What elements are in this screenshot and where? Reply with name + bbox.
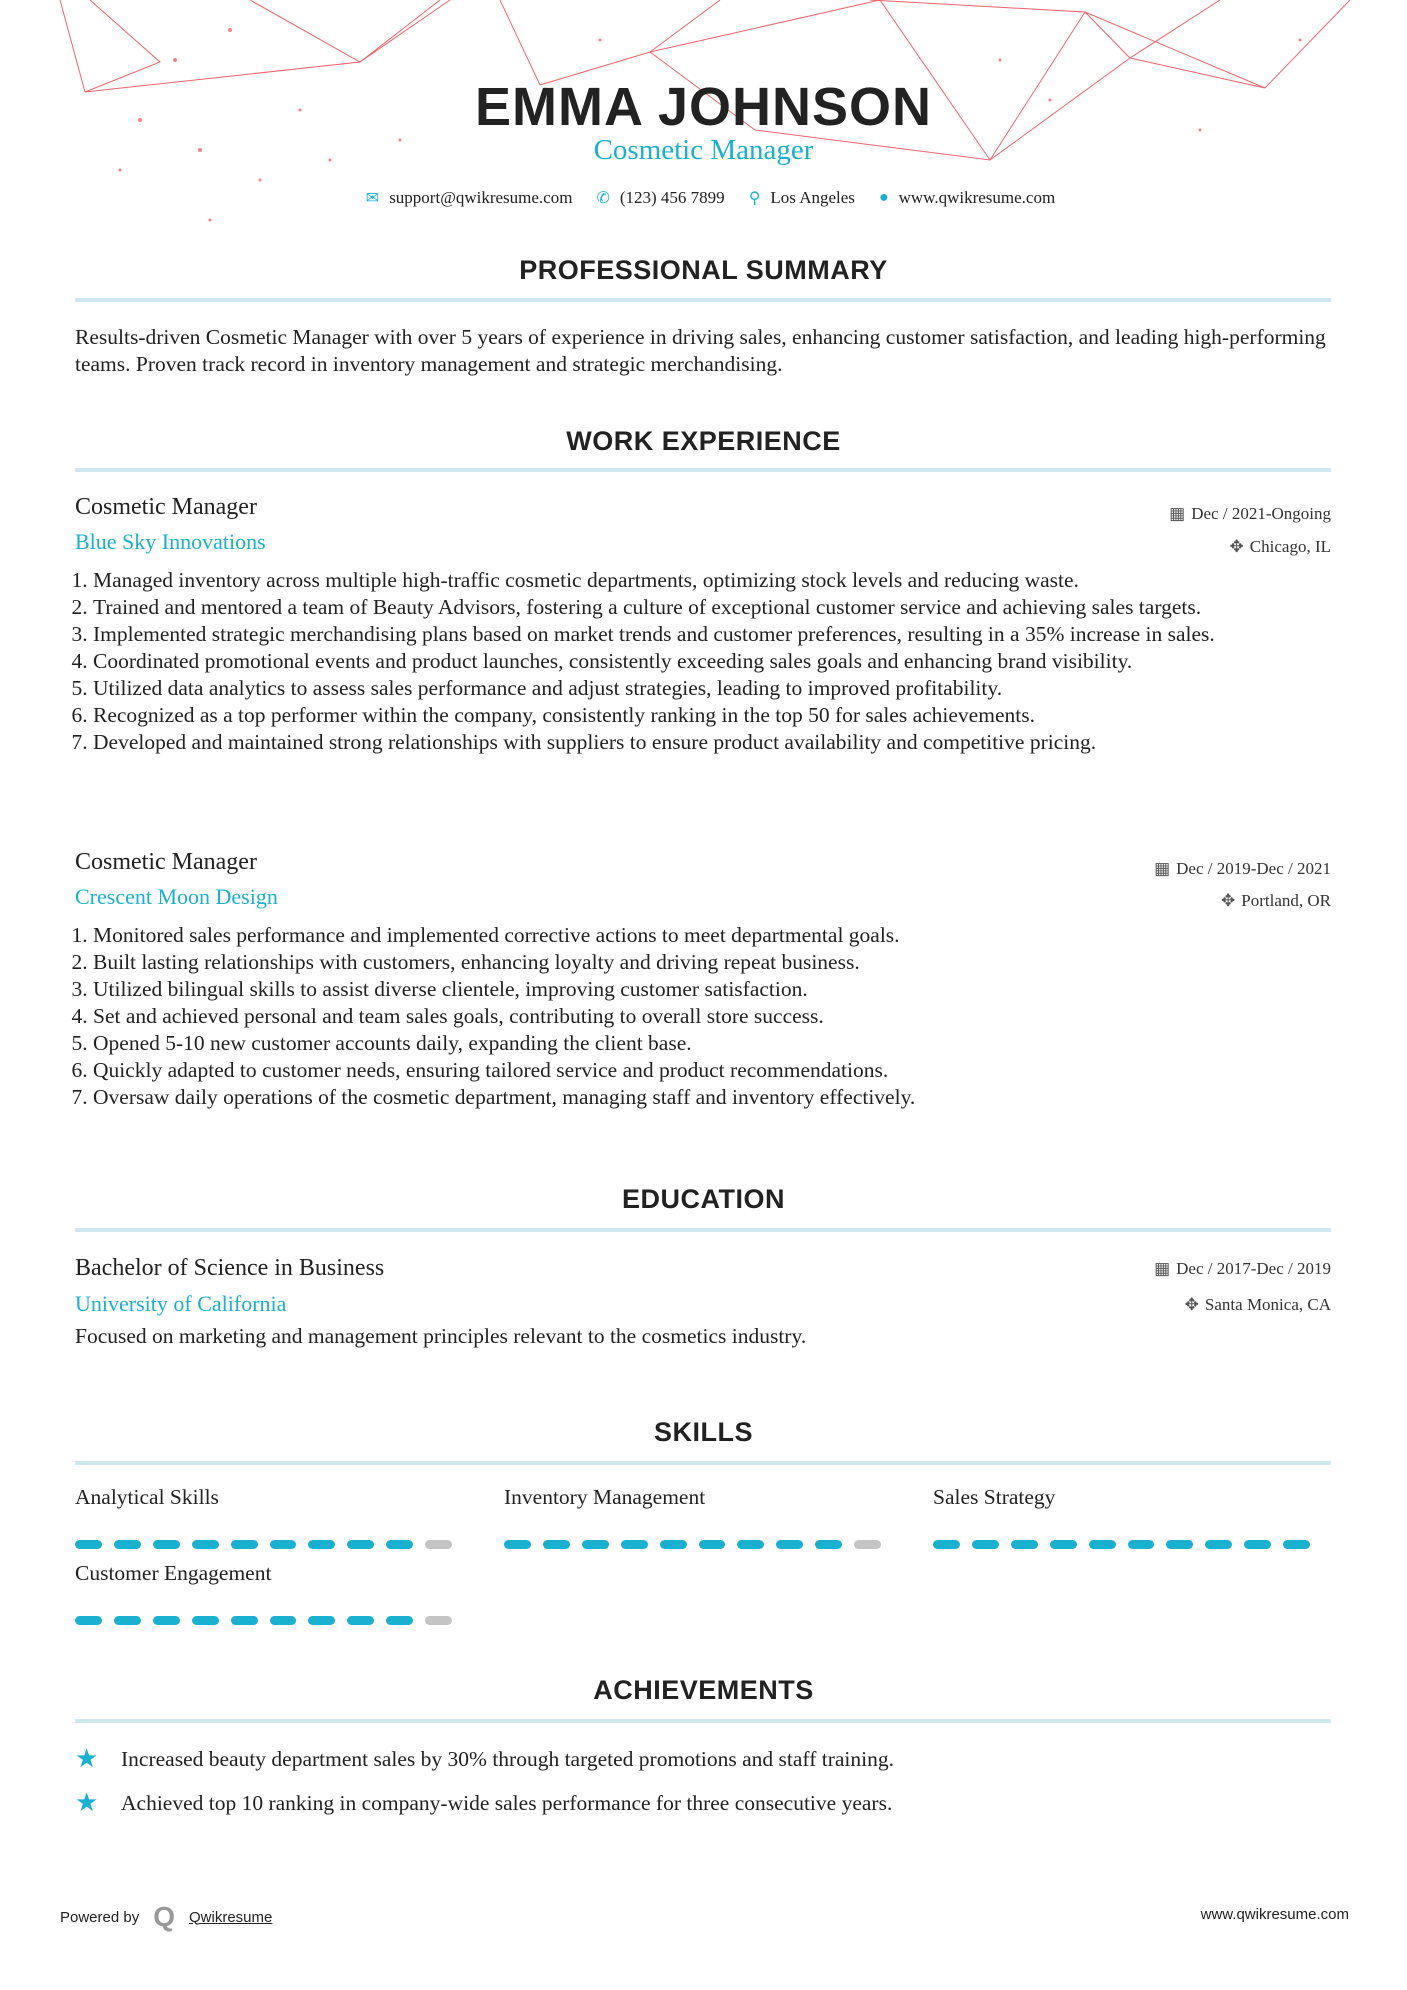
bullet: 1. Monitored sales performance and implemented corrective actions to meet departmental goals. bbox=[93, 922, 1331, 949]
job-title: Cosmetic Manager bbox=[75, 849, 257, 875]
skill-segment-filled bbox=[114, 1616, 141, 1625]
calendar-icon: ▦ bbox=[1154, 1259, 1171, 1278]
skill-segment-filled bbox=[972, 1540, 999, 1549]
bullet: 7. Developed and maintained strong relationships with suppliers to ensure product availability and competitive pricing. bbox=[93, 729, 1331, 756]
skill-segment-filled bbox=[815, 1540, 842, 1549]
achievements-heading: ACHIEVEMENTS bbox=[593, 1675, 814, 1705]
qwikresume-link[interactable]: Qwikresume bbox=[189, 1908, 273, 1926]
bullet: 5. Utilized data analytics to assess sales performance and adjust strategies, leading to improved profitability. bbox=[93, 675, 1331, 702]
bullet: 3. Implemented strategic merchandising plans based on market trends and customer preferences, resulting in a 35% increase in sales. bbox=[93, 621, 1331, 648]
bullet: 7. Oversaw daily operations of the cosmetic department, managing staff and inventory effectively. bbox=[93, 1084, 1331, 1111]
skill-segment-filled bbox=[192, 1616, 219, 1625]
company-name: Crescent Moon Design bbox=[75, 884, 278, 909]
divider bbox=[75, 298, 1331, 302]
skill-segment-filled bbox=[386, 1540, 413, 1549]
bullet: 5. Opened 5-10 new customer accounts daily, expanding the client base. bbox=[93, 1030, 1331, 1057]
map-pin-icon: ⚲ bbox=[748, 190, 761, 207]
footer-url[interactable]: www.qwikresume.com bbox=[1200, 1906, 1349, 1923]
bullet: 4. Set and achieved personal and team sales goals, contributing to overall store success. bbox=[93, 1003, 1331, 1030]
education-heading: EDUCATION bbox=[622, 1184, 785, 1214]
skill-segment-filled bbox=[776, 1540, 803, 1549]
candidate-name: EMMA JOHNSON bbox=[474, 77, 933, 137]
skills-heading: SKILLS bbox=[653, 1417, 753, 1447]
candidate-title: Cosmetic Manager bbox=[593, 134, 814, 166]
skill-segment-filled bbox=[153, 1616, 180, 1625]
education-dates: ▦ Dec / 2017-Dec / 2019 bbox=[1154, 1259, 1331, 1278]
pin-icon: ✥ bbox=[1221, 891, 1236, 910]
calendar-icon: ▦ bbox=[1154, 859, 1171, 878]
skill-segment-filled bbox=[75, 1616, 102, 1625]
pin-icon: ✥ bbox=[1229, 537, 1244, 556]
experience-heading: WORK EXPERIENCE bbox=[566, 426, 841, 456]
skill-segment-filled bbox=[737, 1540, 764, 1549]
job-entry bbox=[75, 494, 1331, 756]
job-dates: ▦ Dec / 2019-Dec / 2021 bbox=[1154, 859, 1331, 878]
star-icon: ★ bbox=[75, 1744, 99, 1773]
skill-segment-empty bbox=[425, 1540, 452, 1549]
skill-level-bar bbox=[75, 1616, 452, 1625]
divider bbox=[75, 1461, 1331, 1465]
skill-segment-filled bbox=[1128, 1540, 1155, 1549]
skill-segment-filled bbox=[1205, 1540, 1232, 1549]
job-dates: ▦ Dec / 2021-Ongoing bbox=[1169, 504, 1331, 523]
skill-item bbox=[75, 1561, 452, 1625]
skill-segment-filled bbox=[270, 1540, 297, 1549]
divider bbox=[75, 1228, 1331, 1232]
star-icon: ★ bbox=[75, 1788, 99, 1817]
skill-segment-filled bbox=[153, 1540, 180, 1549]
bullet: 6. Quickly adapted to customer needs, ensuring tailored service and product recommendations. bbox=[93, 1057, 1331, 1084]
company-name: Blue Sky Innovations bbox=[75, 529, 266, 554]
skill-segment-filled bbox=[1050, 1540, 1077, 1549]
skill-name: Inventory Management bbox=[504, 1485, 706, 1509]
contact-website[interactable]: www.qwikresume.com bbox=[898, 188, 1056, 207]
skill-item bbox=[504, 1485, 881, 1549]
skill-segment-filled bbox=[582, 1540, 609, 1549]
skill-segment-filled bbox=[347, 1540, 374, 1549]
bullet: 2. Trained and mentored a team of Beauty Advisors, fostering a culture of exceptional customer service and achieving sales targets. bbox=[93, 594, 1331, 621]
skill-segment-filled bbox=[308, 1540, 335, 1549]
school-name: University of California bbox=[75, 1291, 287, 1316]
divider bbox=[75, 468, 1331, 472]
skill-segment-filled bbox=[660, 1540, 687, 1549]
skill-segment-filled bbox=[1166, 1540, 1193, 1549]
skill-segment-filled bbox=[75, 1540, 102, 1549]
qwikresume-logo-icon: Q bbox=[153, 1901, 175, 1932]
skill-segment-filled bbox=[1011, 1540, 1038, 1549]
skill-item bbox=[75, 1485, 452, 1549]
skill-segment-empty bbox=[425, 1616, 452, 1625]
job-title: Cosmetic Manager bbox=[75, 494, 257, 520]
phone-icon: ✆ bbox=[596, 190, 610, 207]
skill-segment-filled bbox=[504, 1540, 531, 1549]
skill-level-bar bbox=[75, 1540, 452, 1549]
skill-segment-filled bbox=[386, 1616, 413, 1625]
skill-level-bar bbox=[504, 1540, 881, 1549]
skill-segment-filled bbox=[1244, 1540, 1271, 1549]
skill-segment-filled bbox=[1283, 1540, 1310, 1549]
skill-segment-filled bbox=[699, 1540, 726, 1549]
contact-email[interactable]: support@qwikresume.com bbox=[389, 188, 573, 207]
skill-level-bar bbox=[933, 1540, 1310, 1549]
bullet: 1. Managed inventory across multiple high-traffic cosmetic departments, optimizing stock levels and reducing waste. bbox=[93, 567, 1331, 594]
summary-text: Results-driven Cosmetic Manager with over 5 years of experience in driving sales, enhancing customer satisfaction, and leading high-performing teams. Proven track record in inventory management and strategic merchandising. bbox=[75, 325, 1326, 376]
job-location: ✥ Portland, OR bbox=[1221, 891, 1331, 910]
bullet: 3. Utilized bilingual skills to assist diverse clientele, improving customer satisfaction. bbox=[93, 976, 1331, 1003]
education-entry bbox=[75, 1255, 1331, 1350]
globe-icon: ● bbox=[878, 189, 889, 206]
skill-segment-filled bbox=[621, 1540, 648, 1549]
skill-name: Analytical Skills bbox=[75, 1485, 219, 1509]
job-bullets bbox=[75, 922, 1331, 1111]
contact-phone: (123) 456 7899 bbox=[619, 188, 725, 207]
skill-item bbox=[933, 1485, 1310, 1549]
job-bullets bbox=[75, 567, 1331, 756]
degree: Bachelor of Science in Business bbox=[75, 1255, 385, 1281]
bullet: 4. Coordinated promotional events and product launches, consistently exceeding sales goals and enhancing brand visibility. bbox=[93, 648, 1331, 675]
education-location: ✥ Santa Monica, CA bbox=[1184, 1295, 1331, 1314]
summary-heading: PROFESSIONAL SUMMARY bbox=[519, 255, 888, 285]
skill-segment-filled bbox=[933, 1540, 960, 1549]
skill-segment-filled bbox=[347, 1616, 374, 1625]
skill-segment-filled bbox=[114, 1540, 141, 1549]
job-location: ✥ Chicago, IL bbox=[1229, 537, 1331, 556]
skill-segment-filled bbox=[308, 1616, 335, 1625]
skill-segment-filled bbox=[231, 1616, 258, 1625]
footer-powered-by: Powered by Q Qwikresume bbox=[60, 1901, 273, 1932]
contact-location: Los Angeles bbox=[770, 188, 855, 207]
achievement-item: ★ Achieved top 10 ranking in company-wide sales performance for three consecutive years. bbox=[75, 1788, 893, 1817]
skill-segment-filled bbox=[543, 1540, 570, 1549]
skill-segment-filled bbox=[1089, 1540, 1116, 1549]
bullet: 6. Recognized as a top performer within the company, consistently ranking in the top 50 for sales achievements. bbox=[93, 702, 1331, 729]
calendar-icon: ▦ bbox=[1169, 504, 1186, 523]
divider bbox=[75, 1719, 1331, 1723]
skill-segment-filled bbox=[192, 1540, 219, 1549]
skill-segment-filled bbox=[270, 1616, 297, 1625]
skill-segment-empty bbox=[854, 1540, 881, 1549]
bullet: 2. Built lasting relationships with customers, enhancing loyalty and driving repeat business. bbox=[93, 949, 1331, 976]
education-description: Focused on marketing and management principles relevant to the cosmetics industry. bbox=[75, 1324, 807, 1348]
skill-segment-filled bbox=[231, 1540, 258, 1549]
achievement-item: ★ Increased beauty department sales by 30% through targeted promotions and staff training. bbox=[75, 1744, 894, 1773]
pin-icon: ✥ bbox=[1184, 1295, 1199, 1314]
envelope-icon: ✉ bbox=[365, 190, 380, 207]
job-entry bbox=[75, 849, 1331, 1111]
skill-name: Customer Engagement bbox=[75, 1561, 272, 1585]
contact-bar bbox=[0, 188, 1407, 208]
skill-name: Sales Strategy bbox=[933, 1485, 1056, 1509]
